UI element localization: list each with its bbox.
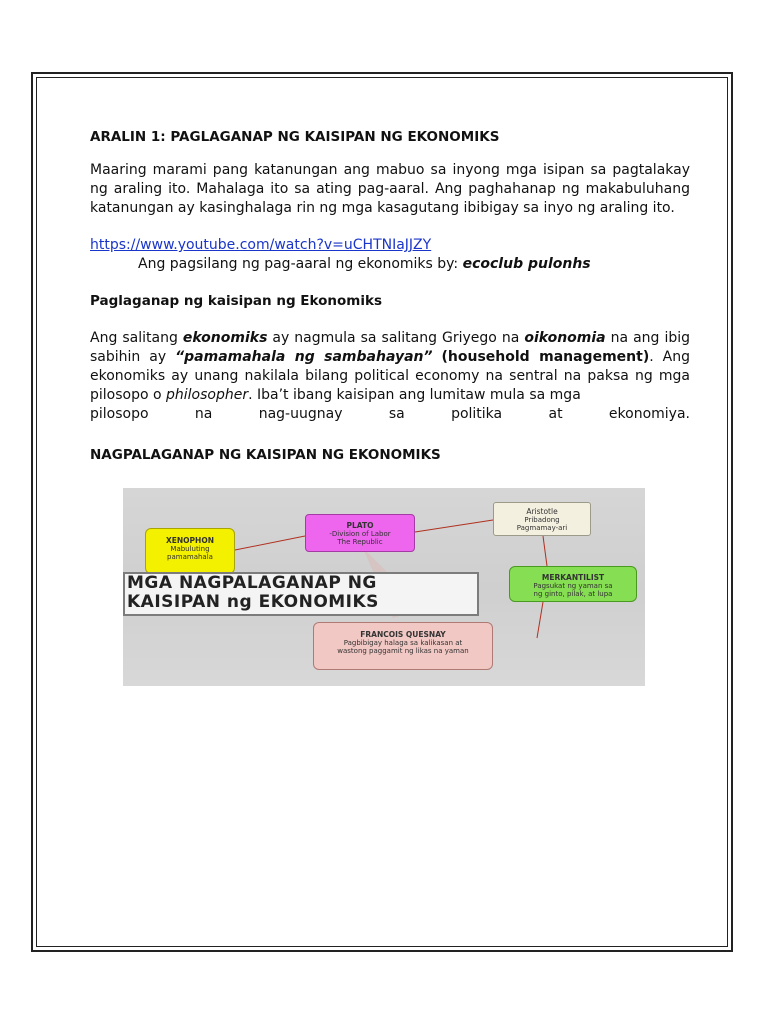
plato-line1: -Division of Labor — [329, 530, 391, 538]
section-heading: Paglaganap ng kaisipan ng Ekonomiks — [90, 293, 383, 309]
merkantilist-line1: Pagsukat ng yaman sa — [533, 582, 613, 590]
xenophon-box — [145, 528, 235, 574]
video-author: ecoclub pulonhs — [462, 256, 591, 272]
term-gloss: (household management) — [441, 349, 650, 365]
aristotle-title: Aristotle — [526, 507, 558, 516]
body-text: ay nagmula sa salitang Griyego na — [267, 330, 525, 346]
aristotle-line2: Pagmamay-ari — [516, 524, 568, 532]
body-text: Ang salitang — [90, 330, 183, 346]
lesson-content — [90, 128, 690, 465]
term-quote: “pamamahala ng sambahayan” — [175, 349, 433, 365]
arrow-merkantilist-quesnay — [537, 602, 543, 638]
merkantilist-title: MERKANTILIST — [541, 573, 605, 582]
aristotle-line1: Pribadong — [524, 516, 560, 524]
merkantilist-line2: ng ginto, pilak, at lupa — [533, 590, 613, 598]
intro-paragraph: Maaring marami pang katanungan ang mabuo sa inyong mga isipan sa pagtalakay ng araling ito. Mahalaga ito sa ating pag-aaral. Ang paghahanap ng makabuluhang katanungan ay kasinghalaga rin ng mga kasagutang ibibigay sa inyo ng araling ito. — [90, 162, 690, 216]
plato-box — [305, 514, 415, 552]
quesnay-box — [313, 622, 493, 670]
body-text: . Iba’t ibang kaisipan ang lumitaw mula sa mga — [248, 387, 581, 403]
youtube-link[interactable]: https://www.youtube.com/watch?v=uCHTNIaJJZY — [90, 237, 432, 253]
body-text: . Ang ekonomiks ay unang nakilala bilang political economy na sentral na paksa ng mga pilosopo o — [90, 349, 690, 403]
video-caption — [90, 255, 690, 274]
quesnay-line2: wastong paggamit ng likas na yaman — [337, 647, 469, 655]
body-paragraph — [90, 329, 690, 405]
diagram-heading: NAGPALAGANAP NG KAISIPAN NG EKONOMIKS — [90, 447, 441, 463]
plato-line2: The Republic — [337, 538, 383, 546]
body-text: na ang ibig sabihin ay — [90, 330, 691, 365]
xenophon-line1: Mabuluting — [170, 545, 210, 553]
quesnay-line1: Pagbibigay halaga sa kalikasan at — [343, 639, 463, 647]
lesson-title: ARALIN 1: PAGLAGANAP NG KAISIPAN NG EKONOMIKS — [90, 129, 500, 145]
body-last-line: pilosopo na nag-uugnay sa politika at ekonomiya. — [90, 406, 690, 422]
term-philosopher: philosopher — [166, 387, 249, 403]
xenophon-line2: pamamahala — [167, 553, 213, 561]
plato-title: PLATO — [346, 521, 374, 530]
video-caption-text: Ang pagsilang ng pag-aaral ng ekonomiks by: — [138, 256, 463, 272]
arrow-plato-aristotle — [415, 520, 493, 532]
merkantilist-box — [509, 566, 637, 602]
diagram-banner — [123, 572, 479, 616]
term-oikonomia: oikonomia — [524, 330, 606, 346]
banner-line2: KAISIPAN ng EKONOMIKS — [127, 592, 379, 612]
economists-diagram — [123, 488, 645, 686]
term-ekonomiks: ekonomiks — [182, 330, 268, 346]
arrow-xenophon-plato — [235, 536, 305, 550]
xenophon-title: XENOPHON — [166, 536, 214, 545]
quesnay-title: FRANCOIS QUESNAY — [360, 630, 446, 639]
arrow-aristotle-merkantilist — [543, 536, 547, 566]
banner-line1: MGA NAGPALAGANAP NG — [127, 573, 377, 593]
aristotle-box — [493, 502, 591, 536]
